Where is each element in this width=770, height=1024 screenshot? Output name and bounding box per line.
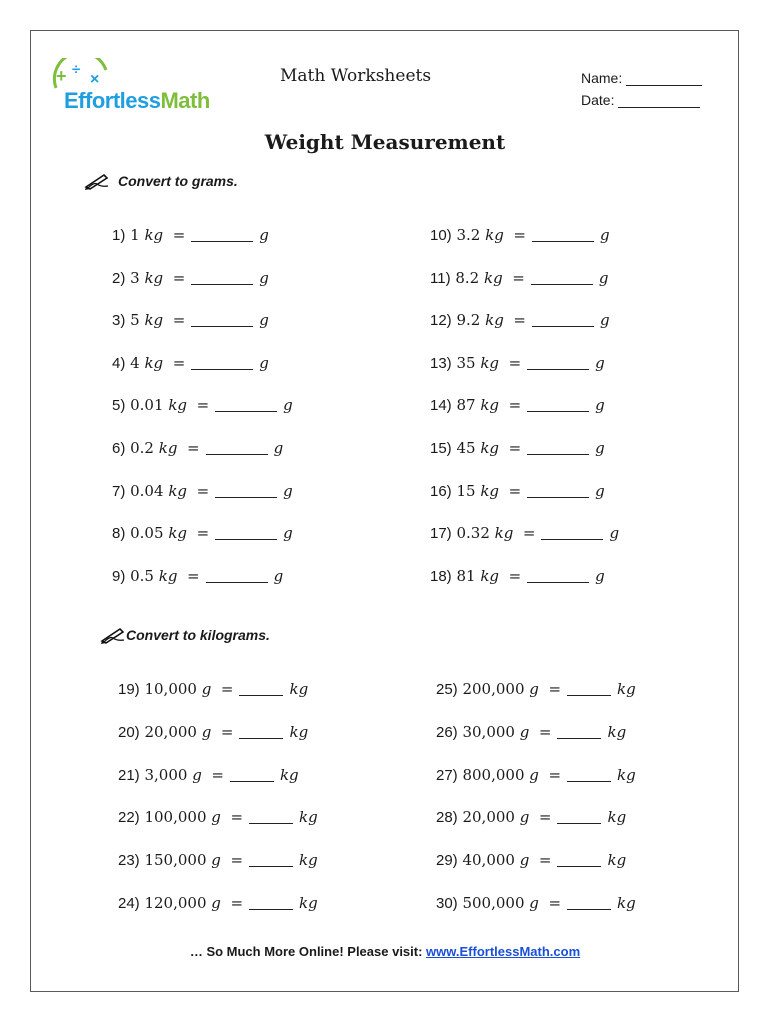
question-value: 0.04 bbox=[130, 481, 164, 500]
to-unit: g bbox=[259, 353, 269, 372]
from-unit: g bbox=[529, 680, 539, 698]
logo-text bbox=[64, 88, 210, 114]
from-unit: kg bbox=[168, 524, 188, 543]
worksheet-title: Math Worksheets bbox=[280, 66, 432, 86]
to-unit: kg bbox=[617, 894, 636, 912]
from-unit: kg bbox=[144, 311, 164, 330]
question-17 bbox=[430, 524, 619, 542]
date-field[interactable] bbox=[581, 92, 700, 108]
question-11 bbox=[430, 269, 608, 287]
equals-sign: = bbox=[548, 894, 562, 912]
question-8 bbox=[112, 524, 293, 542]
question-value: 3 bbox=[130, 268, 140, 287]
question-22 bbox=[118, 808, 318, 826]
equals-sign: = bbox=[172, 226, 186, 244]
question-number: 6) bbox=[112, 440, 126, 457]
to-unit: kg bbox=[617, 765, 636, 784]
to-unit: g bbox=[595, 396, 605, 415]
from-unit: g bbox=[519, 851, 530, 870]
question-21 bbox=[118, 766, 299, 784]
equals-sign: = bbox=[538, 808, 552, 827]
question-value: 87 bbox=[456, 396, 476, 415]
question-16 bbox=[430, 482, 605, 500]
from-unit: kg bbox=[480, 396, 500, 415]
question-value: 0.2 bbox=[130, 439, 154, 457]
question-number: 17) bbox=[430, 525, 452, 543]
question-15 bbox=[430, 439, 605, 457]
from-unit: kg bbox=[480, 439, 500, 457]
question-value: 30,000 bbox=[462, 722, 515, 741]
date-line bbox=[618, 95, 700, 108]
from-unit: g bbox=[211, 851, 221, 870]
question-number: 26) bbox=[436, 723, 458, 741]
question-value: 500,000 bbox=[462, 894, 525, 912]
question-number: 29) bbox=[436, 852, 458, 870]
question-3 bbox=[112, 311, 269, 329]
svg-text:×: × bbox=[90, 71, 100, 88]
to-unit: g bbox=[259, 311, 269, 330]
svg-text:+: + bbox=[56, 66, 67, 86]
question-value: 800,000 bbox=[462, 765, 525, 784]
question-7 bbox=[112, 482, 293, 500]
answer-blank[interactable] bbox=[249, 895, 293, 910]
answer-blank[interactable] bbox=[230, 767, 274, 782]
equals-sign: = bbox=[187, 439, 200, 457]
answer-blank[interactable] bbox=[567, 767, 611, 782]
question-number: 10) bbox=[430, 227, 452, 244]
equals-sign: = bbox=[172, 268, 186, 287]
question-number: 23) bbox=[118, 852, 140, 870]
from-unit: g bbox=[201, 722, 212, 741]
to-unit: kg bbox=[299, 808, 318, 827]
question-number: 1) bbox=[112, 227, 126, 244]
equals-sign: = bbox=[172, 311, 186, 330]
answer-blank[interactable] bbox=[532, 312, 594, 327]
answer-blank[interactable] bbox=[215, 397, 277, 412]
question-25 bbox=[436, 680, 636, 698]
name-label: Name: bbox=[581, 70, 623, 86]
section-heading-text: Convert to kilograms. bbox=[126, 627, 270, 643]
answer-blank[interactable] bbox=[541, 525, 603, 540]
question-9 bbox=[112, 567, 283, 585]
question-23 bbox=[118, 851, 318, 869]
answer-blank[interactable] bbox=[239, 681, 283, 696]
question-value: 20,000 bbox=[144, 722, 197, 741]
question-number: 18) bbox=[430, 567, 452, 585]
equals-sign: = bbox=[230, 808, 244, 827]
answer-blank[interactable] bbox=[215, 483, 277, 498]
question-value: 0.01 bbox=[130, 396, 164, 415]
answer-blank[interactable] bbox=[239, 724, 283, 739]
from-unit: kg bbox=[144, 268, 164, 287]
answer-blank[interactable] bbox=[557, 809, 601, 824]
to-unit: g bbox=[283, 481, 293, 500]
question-14 bbox=[430, 396, 605, 414]
equals-sign: = bbox=[548, 680, 562, 698]
question-number: 27) bbox=[436, 766, 458, 784]
equals-sign: = bbox=[548, 765, 562, 784]
question-number: 22) bbox=[118, 809, 140, 827]
answer-blank[interactable] bbox=[191, 355, 253, 370]
to-unit: g bbox=[273, 566, 284, 585]
question-number: 8) bbox=[112, 525, 126, 543]
from-unit: kg bbox=[144, 226, 164, 244]
answer-blank[interactable] bbox=[567, 895, 611, 910]
question-number: 3) bbox=[112, 312, 126, 330]
question-number: 13) bbox=[430, 354, 452, 372]
to-unit: g bbox=[599, 311, 610, 330]
from-unit: kg bbox=[168, 481, 188, 500]
from-unit: kg bbox=[480, 481, 500, 500]
to-unit: kg bbox=[607, 722, 627, 741]
to-unit: kg bbox=[607, 851, 627, 870]
equals-sign: = bbox=[196, 524, 210, 543]
equals-sign: = bbox=[220, 722, 234, 741]
question-value: 10,000 bbox=[144, 680, 197, 698]
from-unit: g bbox=[519, 808, 530, 827]
question-6 bbox=[112, 439, 283, 457]
page-title: Weight Measurement bbox=[264, 130, 506, 154]
question-number: 20) bbox=[118, 723, 140, 741]
question-number: 16) bbox=[430, 482, 452, 500]
question-value: 5 bbox=[130, 311, 140, 330]
question-value: 0.05 bbox=[130, 524, 164, 543]
to-unit: kg bbox=[299, 894, 318, 912]
from-unit: g bbox=[211, 808, 221, 827]
question-value: 40,000 bbox=[462, 851, 515, 870]
to-unit: g bbox=[609, 524, 620, 543]
from-unit: kg bbox=[494, 524, 514, 543]
question-number: 25) bbox=[436, 681, 458, 698]
question-number: 14) bbox=[430, 397, 452, 415]
equals-sign: = bbox=[508, 353, 522, 372]
from-unit: kg bbox=[485, 311, 504, 330]
question-27 bbox=[436, 766, 636, 784]
to-unit: g bbox=[259, 226, 269, 244]
answer-blank[interactable] bbox=[215, 525, 277, 540]
question-number: 9) bbox=[112, 567, 126, 585]
answer-blank[interactable] bbox=[527, 397, 589, 412]
from-unit: g bbox=[192, 765, 202, 784]
footer-text: … So Much More Online! Please visit: bbox=[189, 944, 427, 959]
question-13 bbox=[430, 354, 605, 372]
to-unit: g bbox=[259, 268, 269, 287]
question-value: 200,000 bbox=[462, 680, 525, 698]
question-value: 3.2 bbox=[456, 226, 481, 244]
question-18 bbox=[430, 567, 605, 585]
to-unit: g bbox=[595, 353, 605, 372]
question-value: 15 bbox=[456, 481, 476, 500]
date-label: Date: bbox=[581, 92, 615, 108]
answer-blank[interactable] bbox=[527, 440, 589, 455]
question-value: 9.2 bbox=[456, 311, 481, 330]
from-unit: kg bbox=[144, 353, 164, 372]
answer-blank[interactable] bbox=[557, 724, 601, 739]
question-number: 19) bbox=[118, 681, 140, 698]
question-value: 100,000 bbox=[144, 808, 207, 827]
equals-sign: = bbox=[538, 851, 552, 870]
question-26 bbox=[436, 723, 626, 741]
question-24 bbox=[118, 894, 318, 912]
question-value: 3,000 bbox=[144, 765, 188, 784]
from-unit: kg bbox=[485, 226, 504, 244]
math-symbols-icon bbox=[50, 58, 120, 92]
equals-sign: = bbox=[513, 226, 526, 244]
question-value: 35 bbox=[456, 353, 476, 372]
equals-sign: = bbox=[211, 765, 224, 784]
to-unit: kg bbox=[299, 851, 318, 870]
to-unit: g bbox=[595, 566, 605, 585]
to-unit: kg bbox=[289, 680, 309, 698]
from-unit: g bbox=[211, 894, 221, 912]
question-10 bbox=[430, 226, 610, 244]
to-unit: g bbox=[598, 268, 609, 287]
question-number: 7) bbox=[112, 482, 126, 500]
answer-blank[interactable] bbox=[191, 312, 253, 327]
answer-blank[interactable] bbox=[557, 852, 601, 867]
answer-blank[interactable] bbox=[191, 227, 253, 242]
equals-sign: = bbox=[508, 396, 522, 415]
from-unit: g bbox=[529, 894, 539, 912]
question-number: 24) bbox=[118, 895, 140, 912]
question-number: 28) bbox=[436, 809, 458, 827]
answer-blank[interactable] bbox=[206, 568, 268, 583]
question-value: 4 bbox=[130, 353, 140, 372]
question-number: 2) bbox=[112, 269, 126, 287]
question-value: 150,000 bbox=[144, 851, 207, 870]
question-value: 120,000 bbox=[144, 894, 207, 912]
equals-sign: = bbox=[220, 680, 234, 698]
answer-blank[interactable] bbox=[191, 270, 253, 285]
from-unit: kg bbox=[168, 396, 188, 415]
equals-sign: = bbox=[196, 396, 210, 415]
to-unit: g bbox=[599, 226, 610, 244]
section-heading-grams bbox=[84, 172, 238, 190]
section-heading-kilograms bbox=[100, 626, 270, 644]
question-value: 0.32 bbox=[456, 524, 490, 543]
answer-blank[interactable] bbox=[249, 852, 293, 867]
equals-sign: = bbox=[538, 722, 552, 741]
question-number: 12) bbox=[430, 312, 452, 330]
equals-sign: = bbox=[508, 439, 522, 457]
equals-sign: = bbox=[512, 268, 525, 287]
name-line bbox=[626, 73, 702, 86]
answer-blank[interactable] bbox=[249, 809, 293, 824]
question-number: 15) bbox=[430, 440, 452, 457]
question-value: 45 bbox=[456, 439, 476, 457]
logo-word-math: Math bbox=[160, 88, 210, 113]
equals-sign: = bbox=[187, 566, 200, 585]
equals-sign: = bbox=[522, 524, 536, 543]
equals-sign: = bbox=[230, 851, 244, 870]
answer-blank[interactable] bbox=[206, 440, 268, 455]
question-29 bbox=[436, 851, 626, 869]
question-1 bbox=[112, 226, 269, 244]
answer-blank[interactable] bbox=[527, 568, 589, 583]
question-30 bbox=[436, 894, 636, 912]
to-unit: kg bbox=[617, 680, 636, 698]
question-2 bbox=[112, 269, 269, 287]
answer-blank[interactable] bbox=[567, 681, 611, 696]
to-unit: g bbox=[595, 439, 605, 457]
logo-word-effortless: Effortless bbox=[64, 88, 161, 113]
question-value: 8.2 bbox=[455, 268, 480, 287]
question-number: 5) bbox=[112, 397, 126, 415]
question-19 bbox=[118, 680, 308, 698]
equals-sign: = bbox=[230, 894, 244, 912]
from-unit: kg bbox=[158, 439, 178, 457]
equals-sign: = bbox=[513, 311, 526, 330]
footer-link[interactable]: www.EffortlessMath.com bbox=[426, 944, 581, 959]
answer-blank[interactable] bbox=[532, 227, 594, 242]
section-heading-text: Convert to grams. bbox=[118, 173, 238, 189]
pencil-icon bbox=[84, 172, 110, 190]
question-number: 11) bbox=[430, 269, 451, 287]
logo bbox=[50, 58, 240, 118]
answer-blank[interactable] bbox=[527, 355, 589, 370]
equals-sign: = bbox=[172, 353, 186, 372]
question-value: 0.5 bbox=[130, 566, 154, 585]
from-unit: kg bbox=[158, 566, 178, 585]
question-20 bbox=[118, 723, 308, 741]
pencil-icon bbox=[100, 626, 126, 644]
question-28 bbox=[436, 808, 626, 826]
answer-blank[interactable] bbox=[527, 483, 589, 498]
from-unit: kg bbox=[480, 566, 500, 585]
equals-sign: = bbox=[508, 481, 522, 500]
equals-sign: = bbox=[196, 481, 210, 500]
answer-blank[interactable] bbox=[531, 270, 593, 285]
question-number: 21) bbox=[118, 766, 140, 784]
from-unit: kg bbox=[484, 268, 503, 287]
question-5 bbox=[112, 396, 293, 414]
question-value: 81 bbox=[456, 566, 476, 585]
to-unit: kg bbox=[607, 808, 627, 827]
footer bbox=[0, 944, 770, 959]
question-12 bbox=[430, 311, 610, 329]
to-unit: kg bbox=[289, 722, 309, 741]
from-unit: g bbox=[519, 722, 530, 741]
from-unit: g bbox=[201, 680, 212, 698]
question-4 bbox=[112, 354, 269, 372]
to-unit: g bbox=[595, 481, 605, 500]
question-value: 1 bbox=[130, 226, 140, 244]
name-field[interactable] bbox=[581, 70, 702, 86]
equals-sign: = bbox=[508, 566, 522, 585]
from-unit: g bbox=[529, 765, 539, 784]
to-unit: g bbox=[273, 439, 284, 457]
question-value: 20,000 bbox=[462, 808, 515, 827]
question-number: 30) bbox=[436, 895, 458, 912]
from-unit: kg bbox=[480, 353, 500, 372]
to-unit: g bbox=[283, 524, 293, 543]
svg-text:÷: ÷ bbox=[72, 61, 81, 78]
question-number: 4) bbox=[112, 354, 126, 372]
to-unit: kg bbox=[279, 765, 299, 784]
to-unit: g bbox=[283, 396, 293, 415]
